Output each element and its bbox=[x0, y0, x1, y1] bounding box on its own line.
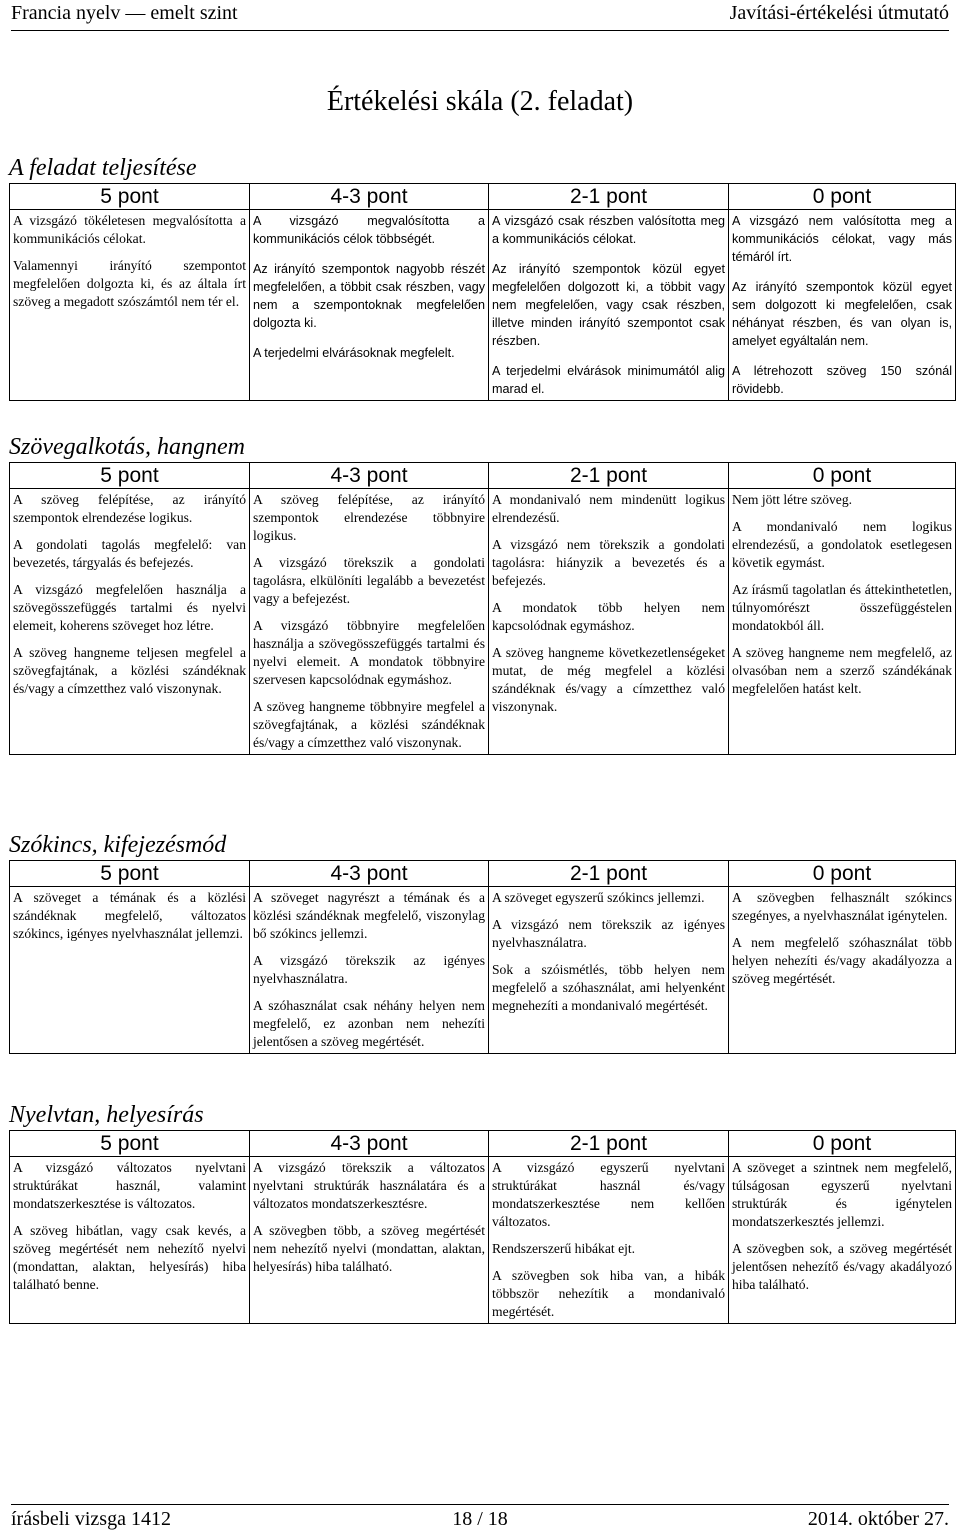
score-column-header: 2-1 pont bbox=[489, 1131, 729, 1157]
criteria-cell bbox=[250, 489, 489, 755]
score-column-header: 0 pont bbox=[729, 861, 956, 887]
score-header-row bbox=[10, 184, 956, 210]
criterion-text: A vizsgázó megfelelően használja a szövegösszefüggés tartalmi és nyelvi elemeit, koherens szöveget hoz létre. bbox=[13, 582, 246, 633]
criteria-cell bbox=[10, 1157, 250, 1324]
score-column-header: 2-1 pont bbox=[489, 463, 729, 489]
criterion-text: A vizsgázó nem valósította meg a kommunikációs célokat, vagy más témáról írt. bbox=[732, 214, 952, 264]
criteria-row bbox=[10, 210, 956, 401]
section-title: Szövegalkotás, hangnem bbox=[9, 434, 245, 460]
criterion-text: A vizsgázó nem törekszik az igényes nyelvhasználatra. bbox=[492, 917, 725, 950]
footer-page-number: 18 / 18 bbox=[452, 1508, 508, 1530]
score-header-row bbox=[10, 861, 956, 887]
header-document-type: Javítási-értékelési útmutató bbox=[729, 2, 949, 24]
criterion-text: Rendszerszerű hibákat ejt. bbox=[492, 1241, 636, 1256]
criterion-text: A szöveget nagyrészt a témának és a közlési szándéknak megfelelő, viszonylag bő szókincs jellemzi. bbox=[253, 890, 485, 941]
criterion-text: A létrehozott szöveg 150 szónál rövidebb. bbox=[732, 364, 952, 396]
header-subject: Francia nyelv — emelt szint bbox=[11, 2, 238, 24]
criterion-text: A mondatok több helyen nem kapcsolódnak egymáshoz. bbox=[492, 600, 725, 633]
criterion-text: A mondanivaló nem mindenütt logikus elrendezésű. bbox=[492, 492, 725, 525]
section-title: Szókincs, kifejezésmód bbox=[9, 832, 227, 858]
rating-section bbox=[9, 432, 955, 755]
criteria-cell bbox=[729, 210, 956, 401]
criterion-text: A vizsgázó törekszik a változatos nyelvtani struktúrák használatára és a változatos mondatszerkesztésre. bbox=[253, 1160, 485, 1211]
score-column-header: 4-3 pont bbox=[250, 184, 489, 210]
score-column-header: 0 pont bbox=[729, 184, 956, 210]
criterion-text: Valamennyi irányító szempontot megfelelően dolgozta ki, és az általa írt szöveg a megadott szószámtól nem tér el. bbox=[13, 258, 246, 309]
criterion-text: A szövegben sok hiba van, a hibák többször nehezítik a mondanivaló megértését. bbox=[492, 1268, 725, 1319]
criterion-text: Sok a szóismétlés, több helyen nem megfelelő a szóhasználat, ami helyenként megnehezíti a mondanivaló megértését. bbox=[492, 962, 725, 1013]
criterion-text: A mondanivaló nem logikus elrendezésű, a gondolatok esetlegesen követik egymást. bbox=[732, 519, 952, 570]
rating-table bbox=[9, 1130, 956, 1324]
criterion-text: A terjedelmi elvárások minimumától alig marad el. bbox=[492, 364, 725, 396]
page-header bbox=[11, 0, 949, 31]
criterion-text: A szöveg hangneme teljesen megfelel a szövegfajtának, a közlési szándéknak és/vagy a címzetthez való viszonynak. bbox=[13, 645, 246, 696]
criterion-text: A szöveg felépítése, az irányító szempontok elrendezése logikus. bbox=[13, 492, 246, 525]
score-column-header: 0 pont bbox=[729, 463, 956, 489]
criteria-cell bbox=[250, 1157, 489, 1324]
criterion-text: Az irányító szempontok közül egyet sem dolgozott ki megfelelően, csak néhányat részben, és van olyan is, amelyet egyáltalán nem. bbox=[732, 280, 952, 348]
criterion-text: A gondolati tagolás megfelelő: van bevezetés, tárgyalás és befejezés. bbox=[13, 537, 246, 570]
criteria-cell bbox=[10, 210, 250, 401]
criteria-cell bbox=[250, 887, 489, 1054]
criterion-text: A vizsgázó változatos nyelvtani struktúrákat használ, valamint mondatszerkesztése is változatos. bbox=[13, 1160, 246, 1211]
rating-section bbox=[9, 153, 955, 401]
score-header-row bbox=[10, 463, 956, 489]
criteria-row bbox=[10, 1157, 956, 1324]
criterion-text: A szöveget a szintnek nem megfelelő, túlságosan egyszerű nyelvtani struktúrák és igénytelen mondatszerkesztés jellemzi. bbox=[732, 1160, 952, 1229]
criteria-row bbox=[10, 887, 956, 1054]
criteria-cell bbox=[489, 210, 729, 401]
criterion-text: A vizsgázó többnyire megfelelően használja a szövegösszefüggés tartalmi és nyelvi elemeit. A mondatok többnyire szervesen kapcsolódnak egymáshoz. bbox=[253, 618, 485, 687]
section-title: Nyelvtan, helyesírás bbox=[9, 1102, 204, 1128]
criteria-row bbox=[10, 489, 956, 755]
criteria-cell bbox=[489, 489, 729, 755]
criterion-text: A vizsgázó nem törekszik a gondolati tagolásra: hiányzik a bevezetés és a befejezés. bbox=[492, 537, 725, 588]
page-title: Értékelési skála (2. feladat) bbox=[326, 86, 634, 117]
criteria-cell bbox=[729, 887, 956, 1054]
score-column-header: 4-3 pont bbox=[250, 463, 489, 489]
criteria-cell bbox=[10, 887, 250, 1054]
score-column-header: 2-1 pont bbox=[489, 861, 729, 887]
criterion-text: A vizsgázó csak részben valósította meg a kommunikációs célokat. bbox=[492, 214, 725, 246]
section-title: A feladat teljesítése bbox=[9, 155, 197, 181]
score-column-header: 5 pont bbox=[10, 463, 250, 489]
score-column-header: 5 pont bbox=[10, 1131, 250, 1157]
criteria-cell bbox=[250, 210, 489, 401]
score-column-header: 2-1 pont bbox=[489, 184, 729, 210]
criteria-cell bbox=[489, 1157, 729, 1324]
criterion-text: A vizsgázó megvalósította a kommunikációs célok többségét. bbox=[253, 214, 485, 246]
score-column-header: 5 pont bbox=[10, 861, 250, 887]
criterion-text: Az irányító szempontok közül egyet megfelelően dolgozott ki, a többit vagy nem megfelelően, vagy csak részben, illetve minden irányító szempontot csak részben. bbox=[492, 262, 725, 348]
criterion-text: A vizsgázó törekszik az igényes nyelvhasználatra. bbox=[253, 953, 485, 986]
score-column-header: 0 pont bbox=[729, 1131, 956, 1157]
criterion-text: A terjedelmi elvárásoknak megfelelt. bbox=[253, 346, 455, 360]
score-column-header: 4-3 pont bbox=[250, 1131, 489, 1157]
criterion-text: Az írásmű tagolatlan és áttekinthetetlen, túlnyomórészt összefüggéstelen mondatokból áll. bbox=[732, 582, 952, 633]
score-header-row bbox=[10, 1131, 956, 1157]
score-column-header: 4-3 pont bbox=[250, 861, 489, 887]
criterion-text: A szöveg felépítése, az irányító szempontok elrendezése többnyire logikus. bbox=[253, 492, 485, 543]
criterion-text: A szöveget a témának és a közlési szándéknak megfelelő, változatos szókincs, igényes nyelvhasználat jellemzi. bbox=[13, 890, 246, 941]
criterion-text: Az irányító szempontok nagyobb részét megfelelően, a többit csak részben, vagy nem a szempontoknak megfelelően dolgozta ki. bbox=[253, 262, 485, 330]
rating-table bbox=[9, 462, 956, 755]
footer-exam-code: írásbeli vizsga 1412 bbox=[11, 1508, 171, 1530]
criteria-cell bbox=[10, 489, 250, 755]
criteria-cell bbox=[489, 887, 729, 1054]
footer-date: 2014. október 27. bbox=[807, 1508, 949, 1530]
criterion-text: A szöveg hangneme következetlenségeket mutat, de még megfelel a közlési szándéknak és/vagy a címzetthez való viszonynak. bbox=[492, 645, 725, 714]
criterion-text: A vizsgázó törekszik a gondolati tagolásra, elkülöníti legalább a bevezetést vagy a befejezést. bbox=[253, 555, 485, 606]
rating-table bbox=[9, 183, 956, 401]
criterion-text: A szöveg hangneme többnyire megfelel a szövegfajtának, a közlési szándéknak és/vagy a címzetthez való viszonynak. bbox=[253, 699, 485, 750]
criterion-text: A szöveg hibátlan, vagy csak kevés, a szöveg megértését nem nehezítő nyelvi (mondattan, alaktan, helyesírás) hiba található benne. bbox=[13, 1223, 246, 1292]
criterion-text: A vizsgázó tökéletesen megvalósította a kommunikációs célokat. bbox=[13, 213, 246, 246]
rating-table bbox=[9, 860, 956, 1054]
score-column-header: 5 pont bbox=[10, 184, 250, 210]
criterion-text: Nem jött létre szöveg. bbox=[732, 492, 853, 507]
page-footer bbox=[11, 1504, 949, 1533]
criterion-text: A vizsgázó egyszerű nyelvtani struktúrákat használ és/vagy mondatszerkesztése nem kellően változatos. bbox=[492, 1160, 725, 1229]
criterion-text: A szövegben sok, a szöveg megértését jelentősen nehezítő és/vagy akadályozó hiba található. bbox=[732, 1241, 952, 1292]
criterion-text: A szóhasználat csak néhány helyen nem megfelelő, ez azonban nem nehezíti jelentősen a szöveg megértését. bbox=[253, 998, 485, 1049]
criteria-cell bbox=[729, 1157, 956, 1324]
criterion-text: A szöveget egyszerű szókincs jellemzi. bbox=[492, 890, 705, 905]
criterion-text: A szöveg hangneme nem megfelelő, az olvasóban nem a szerző szándékának megfelelően hatást kelt. bbox=[732, 645, 952, 696]
rating-section bbox=[9, 830, 955, 1054]
criterion-text: A szövegben több, a szöveg megértését nem nehezítő nyelvi (mondattan, alaktan, helyesírás) hiba található. bbox=[253, 1223, 485, 1274]
criterion-text: A szövegben felhasznált szókincs szegényes, a nyelvhasználat igénytelen. bbox=[732, 890, 952, 923]
criteria-cell bbox=[729, 489, 956, 755]
criterion-text: A nem megfelelő szóhasználat több helyen nehezíti és/vagy akadályozza a szöveg megértését. bbox=[732, 935, 952, 986]
rating-section bbox=[9, 1100, 955, 1324]
